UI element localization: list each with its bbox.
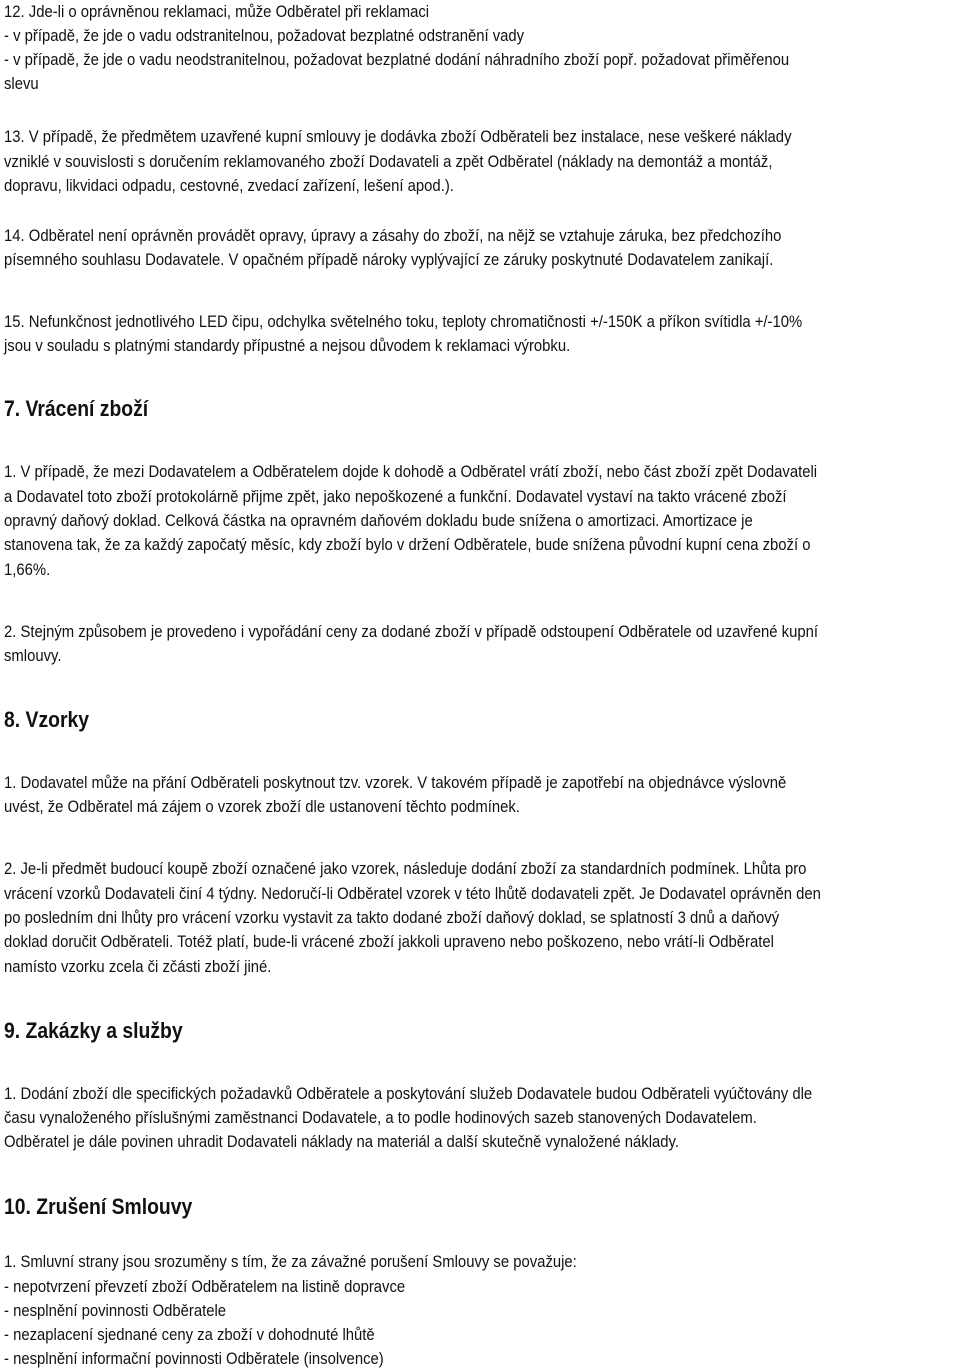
section-9-p1-line-1: 1. Dodání zboží dle specifických požadavků Odběratele a poskytování služeb Dodavatele budou Odběrateli vyúčtovány dle	[4, 1085, 813, 1103]
section-7-p1-line-2: a Dodavatel toto zboží protokolárně přijme zpět, jako nepoškozené a funkční. Dodavatel vystaví na takto vrácené zboží	[4, 488, 787, 506]
section-8-p1-line-2: uvést, že Odběratel má zájem o vzorek zboží dle ustanovení těchto podmínek.	[4, 798, 520, 816]
paragraph-12-line-2: - v případě, že jde o vadu odstranitelnou, požadovat bezplatné odstranění vady	[4, 27, 525, 45]
paragraph-15-line-1: 15. Nefunkčnost jednotlivého LED čipu, odchylka světelného toku, teploty chromatičnosti +/-150K a příkon svítidla +/-10%	[4, 313, 803, 331]
section-7-p2-line-2: smlouvy.	[4, 647, 62, 665]
section-9-p1-line-3: Odběratel je dále povinen uhradit Dodavateli náklady na materiál a další skutečně vynaložené náklady.	[4, 1133, 679, 1151]
section-8-heading: 8. Vzorky	[4, 707, 90, 732]
section-10-p1-line-2: - nepotvrzení převzetí zboží Odběratelem na listině dopravce	[4, 1278, 406, 1296]
paragraph-13-line-2: vzniklé v souvislosti s doručením reklamovaného zboží Dodavateli a zpět Odběratel (náklady na demontáž a montáž,	[4, 153, 773, 171]
section-10-p1-line-5: - nesplnění informační povinnosti Odběratele (insolvence)	[4, 1350, 384, 1368]
paragraph-12-line-3: - v případě, že jde o vadu neodstranitelnou, požadovat bezplatné dodání náhradního zboží popř. požadovat přiměřenou	[4, 51, 790, 69]
paragraph-12-line-1: 12. Jde-li o oprávněnou reklamaci, může Odběratel při reklamaci	[4, 3, 430, 21]
section-7-p1-line-3: opravný daňový doklad. Celková částka na opravném daňovém dokladu bude snížena o amortizaci. Amortizace je	[4, 512, 753, 530]
paragraph-15-line-2: jsou v souladu s platnými standardy přípustné a nejsou důvodem k reklamaci výrobku.	[4, 337, 571, 355]
section-7-p1-line-1: 1. V případě, že mezi Dodavatelem a Odběratelem dojde k dohodě a Odběratel vrátí zboží, nebo část zboží zpět Dodavateli	[4, 463, 818, 481]
section-8-p2-line-3: po posledním dni lhůty pro vrácení vzorku vystavit za takto dodané zboží daňový doklad, se splatností 3 dnů a daňový	[4, 909, 780, 927]
section-8-p1-line-1: 1. Dodavatel může na přání Odběrateli poskytnout tzv. vzorek. V takovém případě je zapotřebí na objednávce výslovně	[4, 774, 787, 792]
section-10-p1-line-1: 1. Smluvní strany jsou srozuměny s tím, že za závažné porušení Smlouvy se považuje:	[4, 1253, 577, 1271]
section-8-p2-line-1: 2. Je-li předmět budoucí koupě zboží označené jako vzorek, následuje dodání zboží za standardních podmínek. Lhůta pro	[4, 860, 807, 878]
section-7-p2-line-1: 2. Stejným způsobem je provedeno i vypořádání ceny za dodané zboží v případě odstoupení Odběratele od uzavřené kupní	[4, 623, 818, 641]
paragraph-13-line-1: 13. V případě, že předmětem uzavřené kupní smlouvy je dodávka zboží Odběrateli bez instalace, nese veškeré náklady	[4, 128, 792, 146]
section-10-p1-line-3: - nesplnění povinnosti Odběratele	[4, 1302, 227, 1320]
section-7-heading: 7. Vrácení zboží	[4, 396, 149, 421]
section-9-p1-line-2: času vynaloženého příslušnými zaměstnanci Dodavatele, a to podle hodinových sazeb stanovených Dodavatelem.	[4, 1109, 757, 1127]
paragraph-12-line-4: slevu	[4, 75, 39, 93]
section-8-p2-line-4: doklad doručit Odběrateli. Totéž platí, bude-li vrácené zboží jakkoli upraveno nebo poškozeno, nebo vrátí-li Odběratel	[4, 933, 774, 951]
section-8-p2-line-5: namísto vzorku zcela či zčásti zboží jiné.	[4, 958, 272, 976]
paragraph-14-line-1: 14. Odběratel není oprávněn provádět opravy, úpravy a zásahy do zboží, na nějž se vztahuje záruka, bez předchozího	[4, 227, 782, 245]
section-10-heading: 10. Zrušení Smlouvy	[4, 1194, 193, 1219]
paragraph-13-line-3: dopravu, likvidaci odpadu, cestovné, zvedací zařízení, lešení apod.).	[4, 177, 454, 195]
section-7-p1-line-5: 1,66%.	[4, 561, 51, 579]
section-7-p1-line-4: stanovena tak, že za každý započatý měsíc, kdy zboží bylo v držení Odběratele, bude snížena původní kupní cena zboží o	[4, 536, 811, 554]
paragraph-14-line-2: písemného souhlasu Dodavatele. V opačném případě nároky vyplývající ze záruky poskytnuté Dodavatelem zanikají.	[4, 251, 774, 269]
section-10-p1-line-4: - nezaplacení sjednané ceny za zboží v dohodnuté lhůtě	[4, 1326, 375, 1344]
section-8-p2-line-2: vrácení vzorků Dodavateli činí 4 týdny. Nedoručí-li Odběratel vzorek v této lhůtě dodavateli zpět. Je Dodavatel oprávněn den	[4, 885, 821, 903]
section-9-heading: 9. Zakázky a služby	[4, 1018, 183, 1043]
